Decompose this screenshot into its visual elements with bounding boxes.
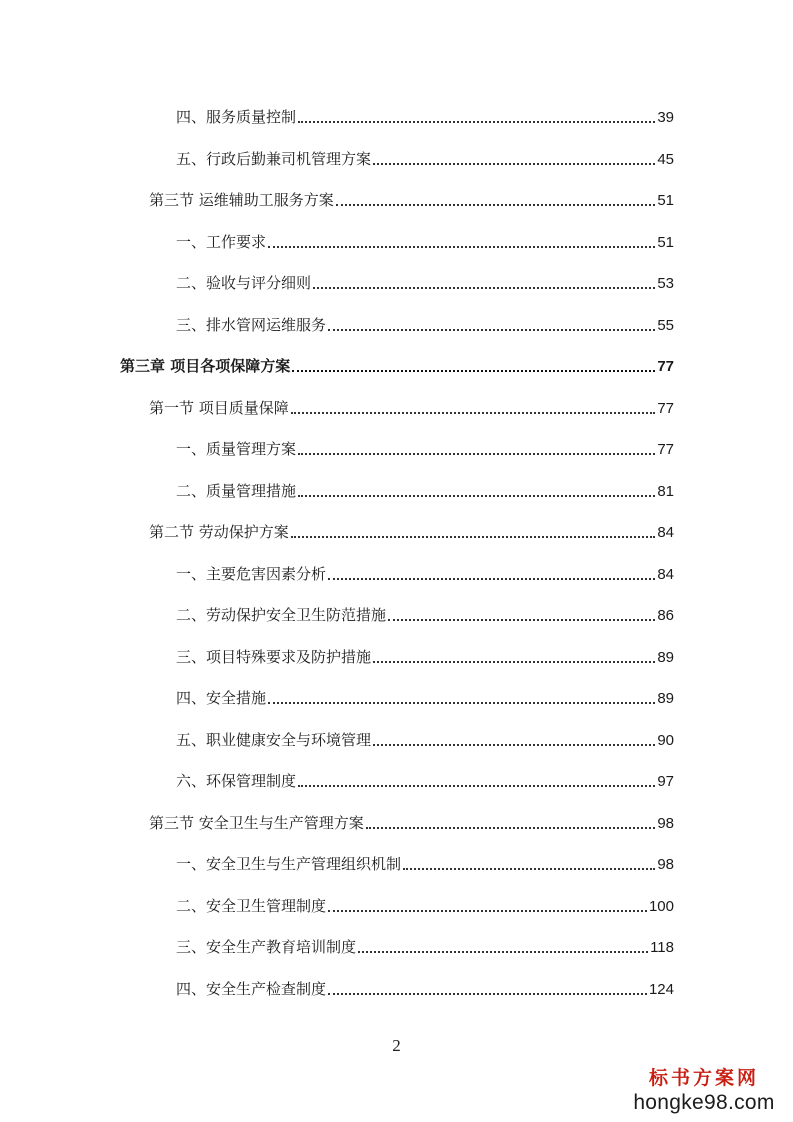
toc-dot-leader bbox=[328, 578, 655, 580]
toc-entry-page-number: 89 bbox=[657, 649, 674, 666]
toc-entry-page-number: 77 bbox=[657, 400, 674, 417]
toc-entry-title: 第三章 项目各项保障方案 bbox=[120, 357, 291, 375]
toc-entry-section[interactable] bbox=[149, 519, 674, 545]
toc-entry-sub[interactable] bbox=[176, 893, 674, 919]
toc-dot-leader bbox=[313, 287, 655, 289]
toc-entry-section[interactable] bbox=[149, 810, 674, 836]
toc-entry-title: 三、排水管网运维服务 bbox=[176, 316, 327, 334]
toc-entry-title: 第三节 安全卫生与生产管理方案 bbox=[149, 814, 364, 832]
toc-entry-page-number: 118 bbox=[650, 939, 674, 956]
toc-entry-sub[interactable] bbox=[176, 851, 674, 877]
toc-entry-sub[interactable] bbox=[176, 104, 674, 130]
toc-dot-leader bbox=[358, 951, 648, 953]
toc-entry-sub[interactable] bbox=[176, 727, 674, 753]
toc-entry-title: 第二节 劳动保护方案 bbox=[149, 523, 289, 541]
toc-entry-title: 五、行政后勤兼司机管理方案 bbox=[176, 150, 372, 168]
toc-entry-title: 三、安全生产教育培训制度 bbox=[176, 938, 357, 956]
toc-entry-title: 四、服务质量控制 bbox=[176, 108, 297, 126]
toc-entry-sub[interactable] bbox=[176, 685, 674, 711]
toc-dot-leader bbox=[403, 868, 655, 870]
toc-dot-leader bbox=[328, 993, 647, 995]
toc-entry-section[interactable] bbox=[149, 187, 674, 213]
toc-entry-sub[interactable] bbox=[176, 644, 674, 670]
toc-entry-page-number: 84 bbox=[657, 566, 674, 583]
watermark-site-name: 标书方案网 bbox=[648, 1067, 759, 1089]
toc-entry-page-number: 51 bbox=[657, 234, 674, 251]
toc-dot-leader bbox=[268, 702, 655, 704]
toc-entry-title: 一、质量管理方案 bbox=[176, 440, 297, 458]
toc-entry-sub[interactable] bbox=[176, 146, 674, 172]
toc-entry-chapter[interactable] bbox=[120, 353, 674, 379]
toc-entry-title: 一、安全卫生与生产管理组织机制 bbox=[176, 855, 402, 873]
toc-dot-leader bbox=[373, 661, 655, 663]
toc-dot-leader bbox=[291, 536, 656, 538]
toc-entry-title: 二、安全卫生管理制度 bbox=[176, 897, 327, 915]
toc-entry-title: 第三节 运维辅助工服务方案 bbox=[149, 191, 334, 209]
toc-entry-page-number: 53 bbox=[657, 275, 674, 292]
toc-entry-title: 三、项目特殊要求及防护措施 bbox=[176, 648, 372, 666]
toc-entry-page-number: 124 bbox=[648, 981, 674, 998]
toc-entry-page-number: 81 bbox=[657, 483, 674, 500]
toc-entry-title: 五、职业健康安全与环境管理 bbox=[176, 731, 372, 749]
toc-entry-page-number: 84 bbox=[657, 524, 674, 541]
toc-entry-title: 四、安全生产检查制度 bbox=[176, 980, 327, 998]
toc-entry-page-number: 55 bbox=[657, 317, 674, 334]
toc-dot-leader bbox=[366, 827, 656, 829]
toc-entry-sub[interactable] bbox=[176, 976, 674, 1002]
toc-entry-title: 第一节 项目质量保障 bbox=[149, 399, 289, 417]
toc-dot-leader bbox=[298, 453, 655, 455]
toc-dot-leader bbox=[298, 121, 655, 123]
toc-dot-leader bbox=[373, 163, 655, 165]
toc-dot-leader bbox=[328, 329, 655, 331]
toc-entry-sub[interactable] bbox=[176, 478, 674, 504]
toc-dot-leader bbox=[291, 412, 656, 414]
toc-entry-title: 六、环保管理制度 bbox=[176, 772, 297, 790]
toc-entry-page-number: 51 bbox=[657, 192, 674, 209]
toc-entry-sub[interactable] bbox=[176, 934, 674, 960]
toc-entry-page-number: 86 bbox=[657, 607, 674, 624]
toc-entry-page-number: 98 bbox=[657, 856, 674, 873]
toc-entry-page-number: 39 bbox=[657, 109, 674, 126]
toc-entry-title: 二、验收与评分细则 bbox=[176, 274, 312, 292]
toc-entry-sub[interactable] bbox=[176, 768, 674, 794]
toc-entry-sub[interactable] bbox=[176, 561, 674, 587]
toc-dot-leader bbox=[328, 910, 647, 912]
toc-dot-leader bbox=[298, 495, 655, 497]
toc-entry-title: 二、质量管理措施 bbox=[176, 482, 297, 500]
toc-entry-page-number: 89 bbox=[657, 690, 674, 707]
toc-entry-title: 一、工作要求 bbox=[176, 233, 267, 251]
toc-dot-leader bbox=[388, 619, 655, 621]
toc-entry-page-number: 100 bbox=[648, 898, 674, 915]
toc-entry-page-number: 97 bbox=[657, 773, 674, 790]
toc-entry-page-number: 45 bbox=[657, 151, 674, 168]
toc-dot-leader bbox=[268, 246, 655, 248]
toc-dot-leader bbox=[373, 744, 655, 746]
toc-entry-sub[interactable] bbox=[176, 436, 674, 462]
toc-entry-section[interactable] bbox=[149, 395, 674, 421]
toc-entry-page-number: 90 bbox=[657, 732, 674, 749]
toc-entry-sub[interactable] bbox=[176, 602, 674, 628]
toc-entry-page-number: 77 bbox=[657, 441, 674, 458]
toc-entry-title: 四、安全措施 bbox=[176, 689, 267, 707]
toc-dot-leader bbox=[292, 370, 655, 372]
page-number: 2 bbox=[392, 1036, 401, 1055]
watermark-url: hongke98.com bbox=[633, 1091, 775, 1114]
toc-entry-sub[interactable] bbox=[176, 229, 674, 255]
toc-entry-page-number: 98 bbox=[657, 815, 674, 832]
toc-entry-title: 二、劳动保护安全卫生防范措施 bbox=[176, 606, 387, 624]
toc-entry-page-number: 77 bbox=[657, 358, 674, 375]
site-watermark bbox=[629, 1066, 779, 1116]
toc-entry-sub[interactable] bbox=[176, 312, 674, 338]
toc-dot-leader bbox=[298, 785, 655, 787]
toc-entry-sub[interactable] bbox=[176, 270, 674, 296]
toc-dot-leader bbox=[336, 204, 656, 206]
toc-entry-title: 一、主要危害因素分析 bbox=[176, 565, 327, 583]
